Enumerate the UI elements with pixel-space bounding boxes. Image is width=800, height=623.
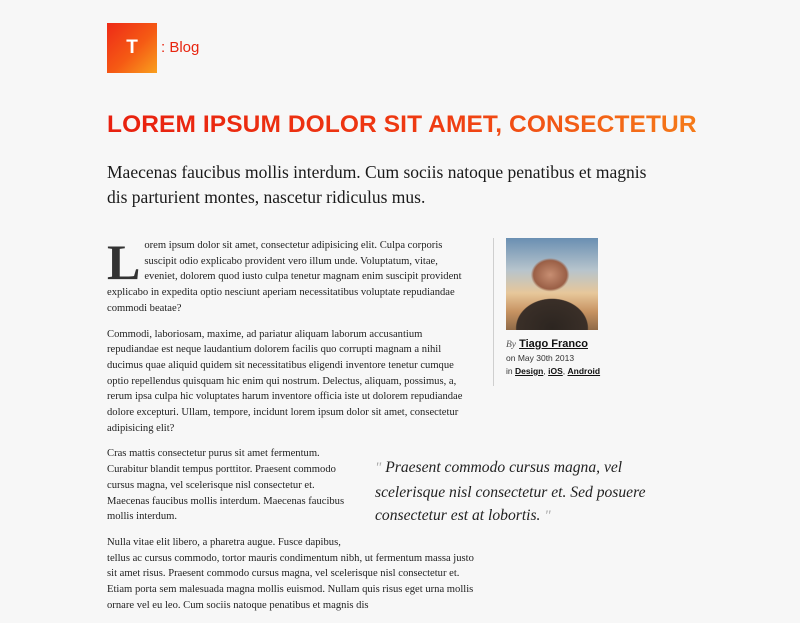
article-body [107, 234, 474, 623]
paragraph-4 [107, 535, 477, 614]
paragraph-4-text: tellus ac cursus commodo, tortor mauris condimentum nibh, ut fermentum massa justo sit amet risus. Praesent commodo cursus magna, vel scelerisque nisl consectetur et. Etiam porta sem malesuada magna mollis euismod. Nullam quis risus eget urna mollis ornare vel eu leo. Cum sociis natoque penatibus et magnis dis [107, 552, 474, 611]
post-date: on May 30th 2013 [506, 353, 575, 363]
in-label: in [506, 366, 513, 376]
quote-open-icon: " [375, 460, 382, 476]
category-link-design[interactable]: Design [515, 366, 544, 376]
separator: , [543, 366, 546, 376]
paragraph-4-lead: Nulla vitae elit libero, a pharetra augue. Fusce dapibus, [107, 536, 341, 548]
logo[interactable]: T [107, 23, 157, 73]
category-link-android[interactable]: Android [567, 366, 601, 376]
paragraph-3: Cras mattis consectetur purus sit amet fermentum. Curabitur blandit tempus porttitor. Praesent commodo cursus magna, vel scelerisque nisl consectetur et. Maecenas faucibus mollis interdum. Maecenas faucibus mollis interdum. [107, 448, 345, 523]
by-label: By [506, 340, 517, 350]
dropcap: L [107, 234, 141, 290]
quote-close-icon: " [544, 508, 551, 524]
pull-quote-text: Praesent commodo cursus magna, vel scelerisque nisl consectetur et. Sed posuere consectetur est at lobortis. [375, 459, 646, 524]
author-name-link[interactable]: Tiago Franco [519, 338, 588, 350]
author-card [493, 238, 613, 386]
paragraph-1 [107, 234, 465, 317]
author-byline [506, 338, 613, 350]
separator: , [562, 366, 566, 376]
blog-link[interactable]: : Blog [161, 39, 200, 56]
pull-quote [375, 456, 675, 529]
post-categories [506, 366, 613, 376]
article-lead: Maecenas faucibus mollis interdum. Cum sociis natoque penatibus et magnis dis parturient montes, nascetur ridiculus mus. [107, 162, 647, 207]
category-link-ios[interactable]: iOS [548, 366, 563, 376]
paragraph-2: Commodi, laboriosam, maxime, ad pariatur aliquam laborum accusantium repudiandae est neque laudantium dolorem facilis quo corrupti magnam a nihil ducimus quae aliquid quidem sit necessitatibus eligendi inventore tenetur cumque optio repellendus quisquam hic enim qui nostrum. Delectus, aliquam, possimus, a, rerum ipsa culpa hic voluptates harum inventore officia iste ut dolorem repudiandae dolore excepturi. Ullam, tempore, incidunt lorem ipsum dolor sit amet, consectetur adipisicing elit? [107, 328, 463, 434]
author-avatar [506, 238, 598, 330]
article-title: LOREM IPSUM DOLOR SIT AMET, CONSECTETUR [107, 111, 787, 139]
paragraph-1-text: orem ipsum dolor sit amet, consectetur adipisicing elit. Culpa corporis suscipit odio explicabo provident vero illum unde. Voluptatum, vitae, eveniet, dolorem quod iusto culpa tenetur magnam enim suscipit provident explicabo in expedita optio nesciunt aperiam necessitatibus voluptate repudiandae commodi beatae? [107, 240, 462, 314]
